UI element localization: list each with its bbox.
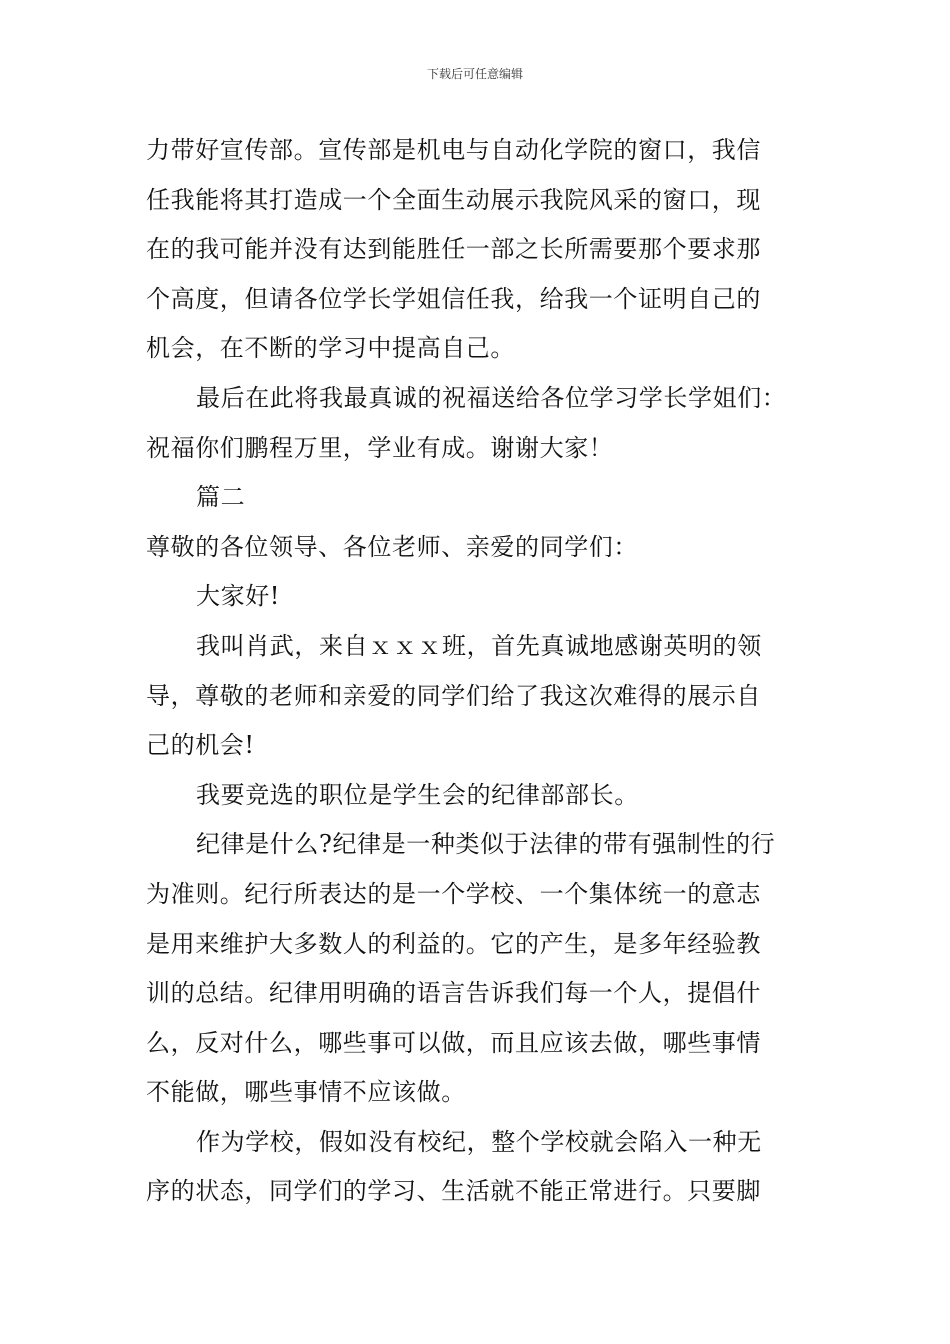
text-line: 尊敬的各位领导、各位老师、亲爱的同学们： [146,532,638,561]
text-line: 大家好! [196,582,281,611]
text-line: 最后在此将我最真诚的祝福送给各位学习学长学姐们： [196,383,787,412]
document-body [146,126,811,1217]
text-line: 我要竞选的职位是学生会的纪律部部长。 [196,780,639,809]
text-line: 导，尊敬的老师和亲爱的同学们给了我这次难得的展示自 [146,681,761,710]
text-line: 为准则。纪行所表达的是一个学校、一个集体统一的意志 [146,879,761,908]
text-line: 个高度，但请各位学长学姐信任我，给我一个证明自己的 [146,284,761,313]
text-line: 么，反对什么，哪些事可以做，而且应该去做，哪些事情 [146,1028,761,1057]
text-line: 篇二 [196,483,246,512]
text-line: 机会，在不断的学习中提高自己。 [146,334,515,363]
text-line: 我叫肖武，来自ｘｘｘ班，首先真诚地感谢英明的领 [196,631,762,660]
text-line: 序的状态，同学们的学习、生活就不能正常进行。只要脚 [146,1177,761,1206]
text-line: 力带好宣传部。宣传部是机电与自动化学院的窗口，我信 [146,136,761,164]
text-line: 在的我可能并没有达到能胜任一部之长所需要那个要求那 [146,235,761,264]
page-header: 下载后可任意编辑 [426,67,523,81]
text-line: 己的机会! [146,731,255,760]
text-line: 祝福你们鹏程万里，学业有成。谢谢大家！ [146,433,614,462]
text-line: 任我能将其打造成一个全面生动展示我院风采的窗口，现 [146,185,761,214]
text-line: 是用来维护大多数人的利益的。它的产生，是多年经验教 [146,929,761,958]
text-line: 作为学校，假如没有校纪，整个学校就会陷入一种无 [196,1127,762,1156]
text-line: 训的总结。纪律用明确的语言告诉我们每一个人，提倡什 [146,979,761,1008]
text-line: 纪律是什么?纪律是一种类似于法律的带有强制性的行 [196,830,776,859]
text-line: 不能做，哪些事情不应该做。 [146,1078,466,1107]
